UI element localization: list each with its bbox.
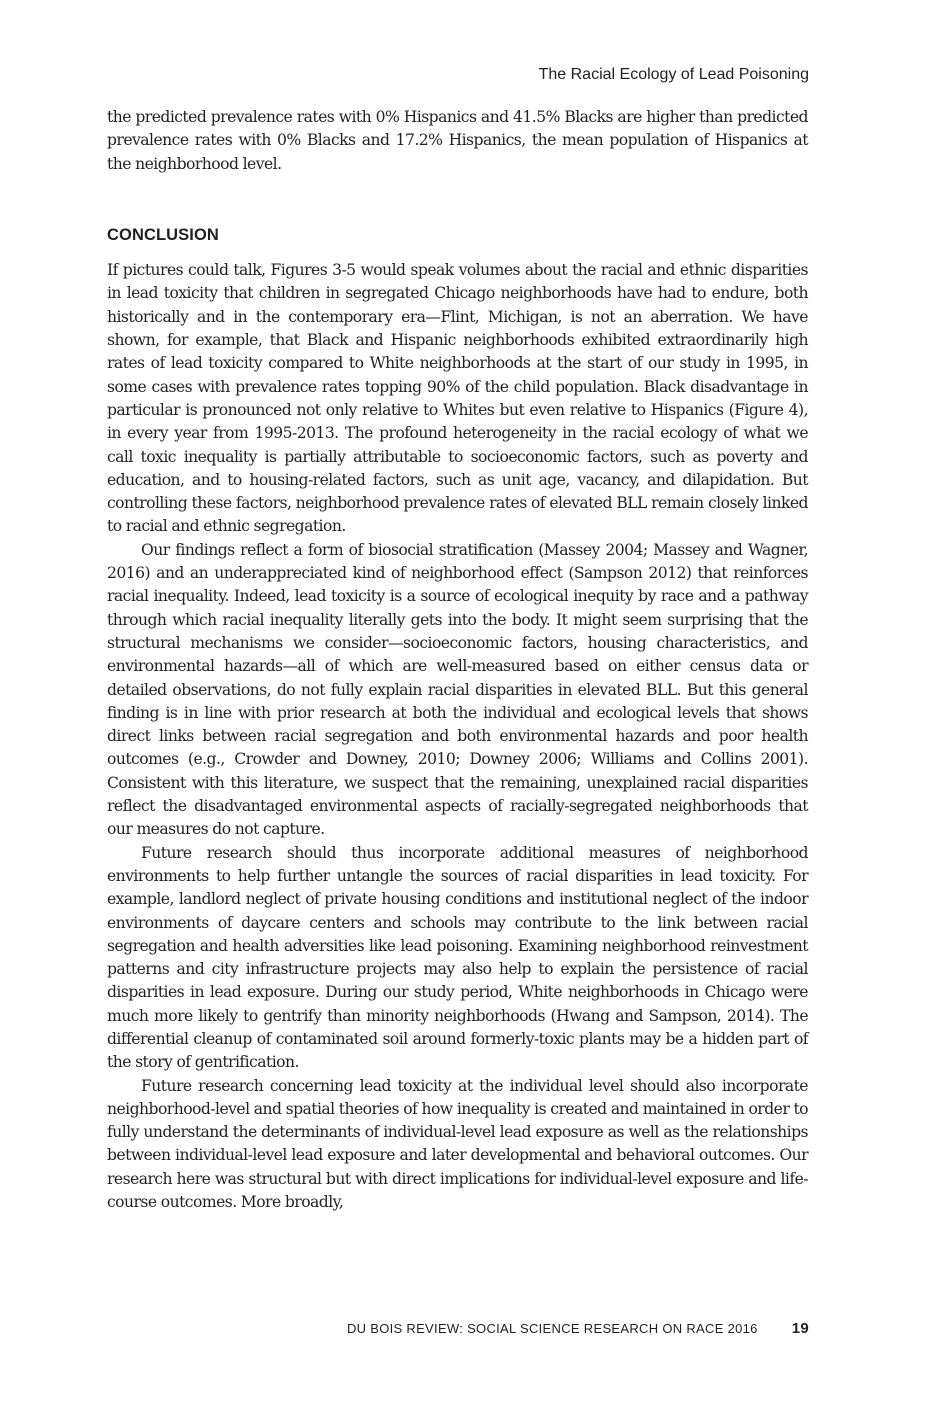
- paragraph-2: Our findings reflect a form of biosocial stratification (Massey 2004; Massey and Wagner, 2016) and an underappreciated kind of neighborhood effect (Sampson 2012) that reinforces racial inequality. Indeed, lead toxicity is a source of ecological inequity by race and a pathway through which racial inequality literally gets into the body. It might seem surprising that the structural mechanisms we consider—socioeconomic factors, housing characteristics, and environmental hazards—all of which are well-measured based on either census data or detailed observations, do not fully explain racial disparities in elevated BLL. But this general finding is in line with prior research at both the individual and ecological levels that shows direct links between racial segregation and both environmental hazards and poor health outcomes (e.g., Crowder and Downey, 2010; Downey 2006; Williams and Collins 2001). Consistent with this literature, we suspect that the remaining, unexplained racial disparities reflect the disadvantaged environmental aspects of racially-segregated neighborhoods that our measures do not capture.: [107, 540, 808, 839]
- intro-paragraph: the predicted prevalence rates with 0% Hispanics and 41.5% Blacks are higher than predicted prevalence rates with 0% Blacks and 17.2% Hispanics, the mean population of Hispanics at the neighborhood level.: [107, 108, 808, 173]
- article-body: [107, 106, 808, 1214]
- page-number: 19: [791, 1320, 809, 1337]
- running-head: The Racial Ecology of Lead Poisoning: [538, 66, 809, 83]
- section-heading-conclusion: CONCLUSION: [107, 225, 219, 244]
- page-footer: [347, 1320, 809, 1337]
- journal-name: DU BOIS REVIEW: SOCIAL SCIENCE RESEARCH ON RACE 2016: [346, 1321, 758, 1336]
- paragraph-3: Future research should thus incorporate additional measures of neighborhood environments to help further untangle the sources of racial disparities in lead toxicity. For example, landlord neglect of private housing conditions and institutional neglect of the indoor environments of daycare centers and schools may contribute to the link between racial segregation and health adversities like lead poisoning. Examining neighborhood reinvestment patterns and city infrastructure projects may also help to explain the persistence of racial disparities in lead exposure. During our study period, White neighborhoods in Chicago were much more likely to gentrify than minority neighborhoods (Hwang and Sampson, 2014). The differential cleanup of contaminated soil around formerly-toxic plants may be a hidden part of the story of gentrification.: [107, 843, 808, 1072]
- paragraph-4: Future research concerning lead toxicity at the individual level should also incorporate neighborhood-level and spatial theories of how inequality is created and maintained in order to fully understand the determinants of individual-level lead exposure as well as the relationships between individual-level lead exposure and later developmental and behavioral outcomes. Our research here was structural but with direct implications for individual-level exposure and life-course outcomes. More broadly,: [107, 1076, 808, 1212]
- paragraph-1: If pictures could talk, Figures 3-5 would speak volumes about the racial and ethnic disparities in lead toxicity that children in segregated Chicago neighborhoods have had to endure, both historically and in the contemporary era—Flint, Michigan, is not an aberration. We have shown, for example, that Black and Hispanic neighborhoods exhibited extraordinarily high rates of lead toxicity compared to White neighborhoods at the start of our study in 1995, in some cases with prevalence rates topping 90% of the child population. Black disadvantage in particular is pronounced not only relative to Whites but even relative to Hispanics (Figure 4), in every year from 1995-2013. The profound heterogeneity in the racial ecology of what we call toxic inequality is partially attributable to socioeconomic factors, such as poverty and education, and to housing-related factors, such as unit age, vacancy, and dilapidation. But controlling these factors, neighborhood prevalence rates of elevated BLL remain closely linked to racial and ethnic segregation.: [107, 261, 808, 536]
